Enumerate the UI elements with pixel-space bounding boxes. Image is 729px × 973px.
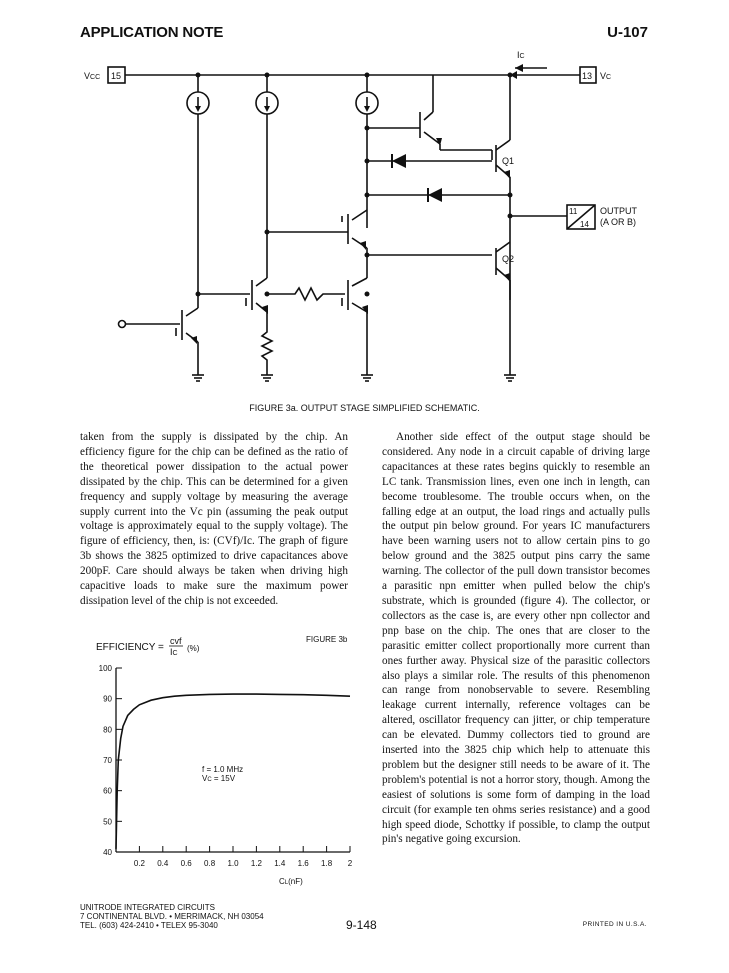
output-pin-a: 11 [569, 207, 578, 216]
y-tick-label: 70 [103, 756, 112, 765]
body-column-right [382, 430, 650, 847]
body-column-left [80, 430, 348, 609]
ic-sub: C [519, 53, 525, 60]
svg-text:VCC [84, 71, 100, 81]
left-paragraph: taken from the supply is dissipated by the chip. An efficiency figure for the chip can be defined as the ratio of the theoretical power dissipation to the actual power dissipated by the chip. This can be determined for a given frequency and supply voltage by measuring the average supply current into the Vc pin (assuming the peak output voltage is approximately equal to the supply voltage). The figure of efficiency, then, is: (CVf)/Ic. The graph of figure 3b shows the 3825 optimized to drive capacitances above 200pF. Care should always be taken when driving high capacitive loads to make sure the maximum power dissipation level of the chip is not exceeded. [80, 431, 348, 607]
xlabel-sub: L [284, 880, 289, 886]
ylabel-unit: (%) [187, 644, 200, 653]
vcc-label: V [84, 71, 91, 81]
header-title: APPLICATION NOTE [80, 24, 224, 41]
x-tick-label: 1.6 [297, 859, 309, 868]
x-tick-label: 0.6 [180, 859, 192, 868]
ic-label: I [517, 50, 520, 60]
svg-text:CL(nF) [279, 877, 303, 886]
right-paragraph: Another side effect of the output stage should be considered. Any node in a circuit capable of driving large capacitances at these rates begins quickly to resemble an LC tank. Transmission lines, even one inch in length, can become troublesome. The trouble occurs when, on the falling edge at an output, the load rings and actually pulls the output pin below ground. For years IC manufacturers have been warning users not to allow certain pins to go below ground and the 3825 output pins carry the same warning. The collector of the pull down transistor becomes a parasitic npn emitter when pulled below the chip's substrate, which is grounded (figure 4). The collector, or collectors as the case is, are every other npn collector and pnp base on the chip. The ones that are closer to the parasitic emitter collect proportionally more current than ones further away. Physical size of the parasitic collectors also plays a similar role. The results of this phenomenon can range from nonobservable to severe. Resembling leakage current internally, reference voltages can be altered, oscillator frequency can jitter, or chip temperature can be elevated. Dummy collectors tied to ground are inserted into the 3825 chip which help to attenuate this problem but the designer still needs to be aware of it. The problem's potential is not a horror story, though. Among the easiest of solutions is some form of damping in the load circuit (for example ten ohms series resistance) and a good high speed diode, Schottky if possible, to clamp the output pin's negative going excursion. [382, 431, 650, 846]
xlabel-unit: (nF) [288, 877, 303, 886]
q2-label: Q2 [502, 254, 515, 264]
vc-label: V [600, 71, 607, 81]
ylabel-denominator: I [170, 647, 173, 657]
y-tick-label: 50 [103, 817, 112, 827]
footer-company: UNITRODE INTEGRATED CIRCUITS [80, 903, 215, 912]
page-number: 9-148 [346, 918, 377, 932]
y-tick-label: 40 [103, 848, 112, 857]
svg-text:VC [600, 71, 611, 81]
ylabel-numerator: cvf [170, 636, 182, 646]
figure-3b-label: FIGURE 3b [306, 635, 348, 644]
footer-address [80, 903, 264, 930]
y-tick-label: 80 [103, 725, 112, 735]
efficiency-chart [78, 630, 358, 890]
output-pin-b: 14 [580, 220, 589, 229]
x-tick-label: 0.8 [204, 859, 216, 868]
vcc-pin: 15 [111, 71, 122, 81]
x-tick-label: 1.4 [274, 859, 286, 868]
footer-street: 7 CONTINENTAL BLVD. • MERRIMACK, NH 03054 [80, 912, 264, 921]
vc-sub: C [606, 74, 612, 81]
output-sublabel: (A OR B) [600, 217, 637, 227]
x-tick-label: 2 [347, 859, 353, 868]
svg-text:VC = 15V [202, 774, 236, 783]
ylabel-denominator-sub: C [172, 650, 178, 657]
annotation-frequency: f = 1.0 MHz [202, 765, 244, 774]
output-stage-schematic [0, 40, 729, 400]
figure-3a-caption: FIGURE 3a. OUTPUT STAGE SIMPLIFIED SCHEMATIC. [249, 403, 480, 413]
vc-pin: 13 [582, 71, 593, 81]
x-tick-label: 0.2 [133, 859, 145, 868]
output-label: OUTPUT [600, 206, 637, 216]
svg-text:IC [517, 50, 525, 60]
x-tick-label: 1.0 [227, 859, 239, 868]
y-tick-label: 90 [103, 694, 112, 704]
vcc-sub: CC [90, 74, 101, 81]
x-tick-label: 1.8 [321, 859, 333, 868]
svg-text:IC [170, 647, 178, 657]
annotation-vc-sub: C [207, 777, 212, 783]
ylabel-prefix: EFFICIENCY = [96, 642, 164, 653]
x-tick-label: 1.2 [250, 859, 262, 868]
document-number: U-107 [607, 24, 648, 41]
xlabel: C [279, 877, 285, 886]
y-tick-label: 60 [103, 786, 112, 796]
y-tick-label: 100 [98, 664, 112, 673]
q1-label: Q1 [502, 156, 515, 166]
x-tick-label: 0.4 [157, 859, 169, 868]
printed-in-usa: PRINTED IN U.S.A. [582, 921, 647, 928]
annotation-vc: V [202, 774, 208, 783]
annotation-vc-value: = 15V [211, 774, 236, 783]
footer-phone: TEL. (603) 424-2410 • TELEX 95-3040 [80, 921, 218, 930]
